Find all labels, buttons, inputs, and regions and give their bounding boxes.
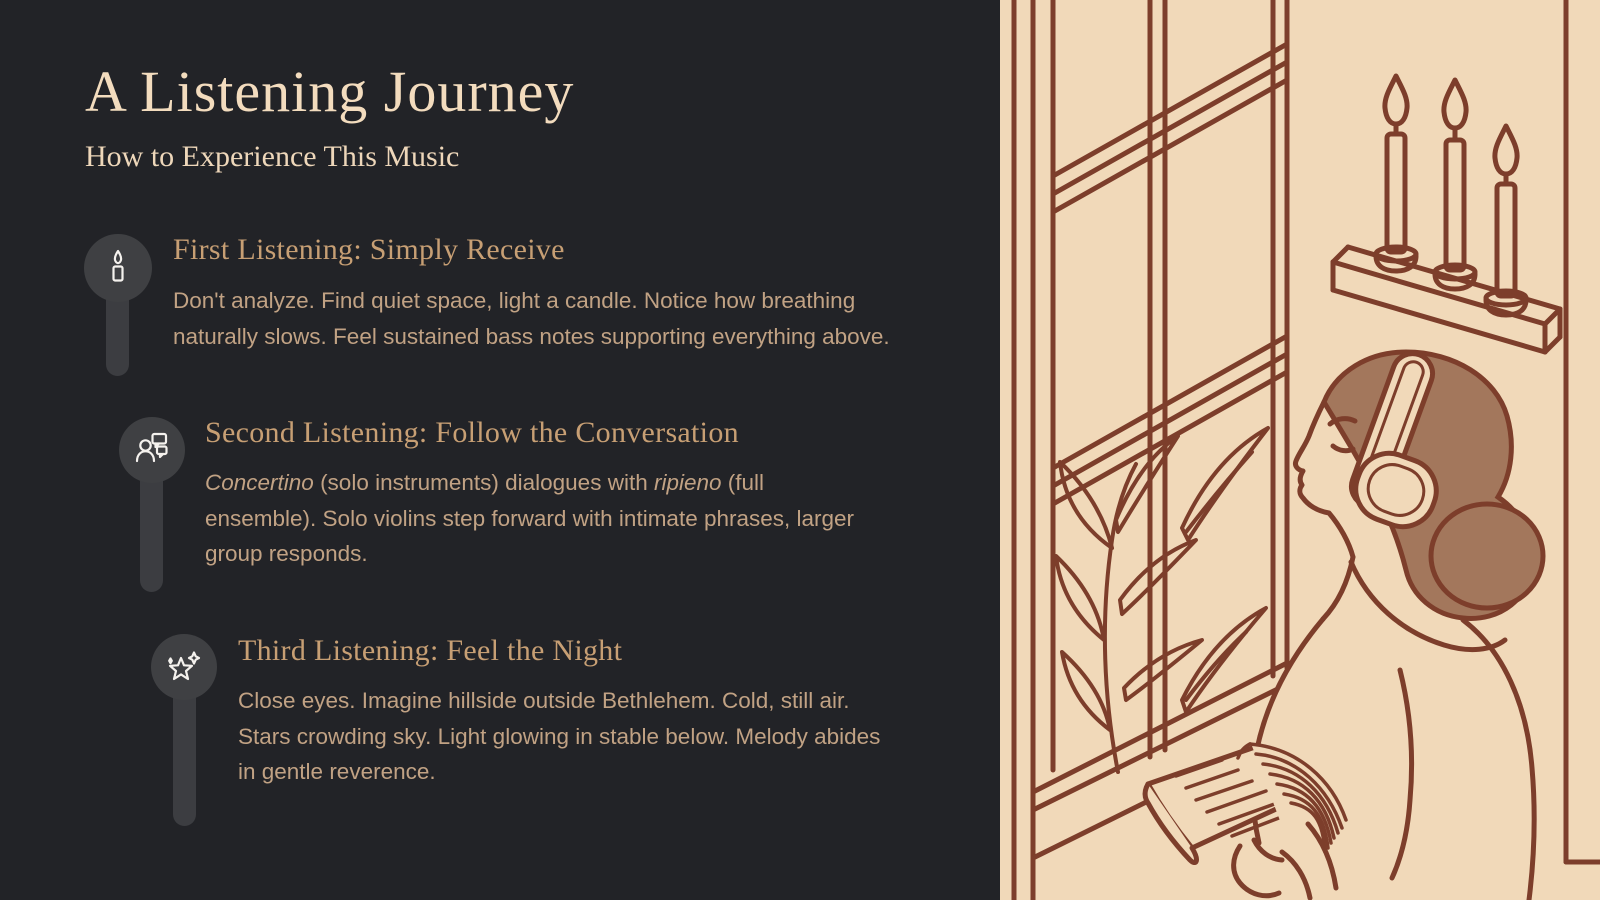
step-heading: First Listening: Simply Receive	[173, 233, 565, 266]
step-icon-circle	[84, 234, 152, 302]
step-heading: Second Listening: Follow the Conversation	[205, 416, 739, 449]
step-heading: Third Listening: Feel the Night	[238, 634, 623, 667]
step-icon-circle	[151, 634, 217, 700]
body-text-run: ripieno	[653, 470, 722, 495]
body-text-run: Concertino	[205, 470, 314, 495]
plant-leaves	[1056, 428, 1268, 772]
step-body: Close eyes. Imagine hillside outside Bethlehem. Cold, still air. Stars crowding sky. Light glowing in stable below. Melody abides in gentle reverence.	[238, 688, 881, 784]
illustration-panel	[1000, 0, 1600, 900]
step-body: Don't analyze. Find quiet space, light a candle. Notice how breathing naturally slows. Feel sustained bass notes supporting everything above.	[173, 288, 890, 349]
body-text-run: (solo instruments) dialogues with	[313, 470, 654, 495]
step-body	[205, 465, 863, 572]
candle-icon	[99, 247, 137, 290]
candle-shelf	[1333, 76, 1560, 352]
conversation-icon	[132, 428, 172, 473]
star-sparkles-icon	[164, 645, 204, 690]
page-title: A Listening Journey	[85, 59, 575, 124]
body-text-run: (full ensemble). Solo violins step forward with intimate phrases, larger group responds.	[205, 470, 855, 566]
page-subtitle: How to Experience This Music	[85, 140, 460, 173]
step-icon-circle	[119, 417, 185, 483]
window-listener-illustration	[1000, 0, 1600, 900]
